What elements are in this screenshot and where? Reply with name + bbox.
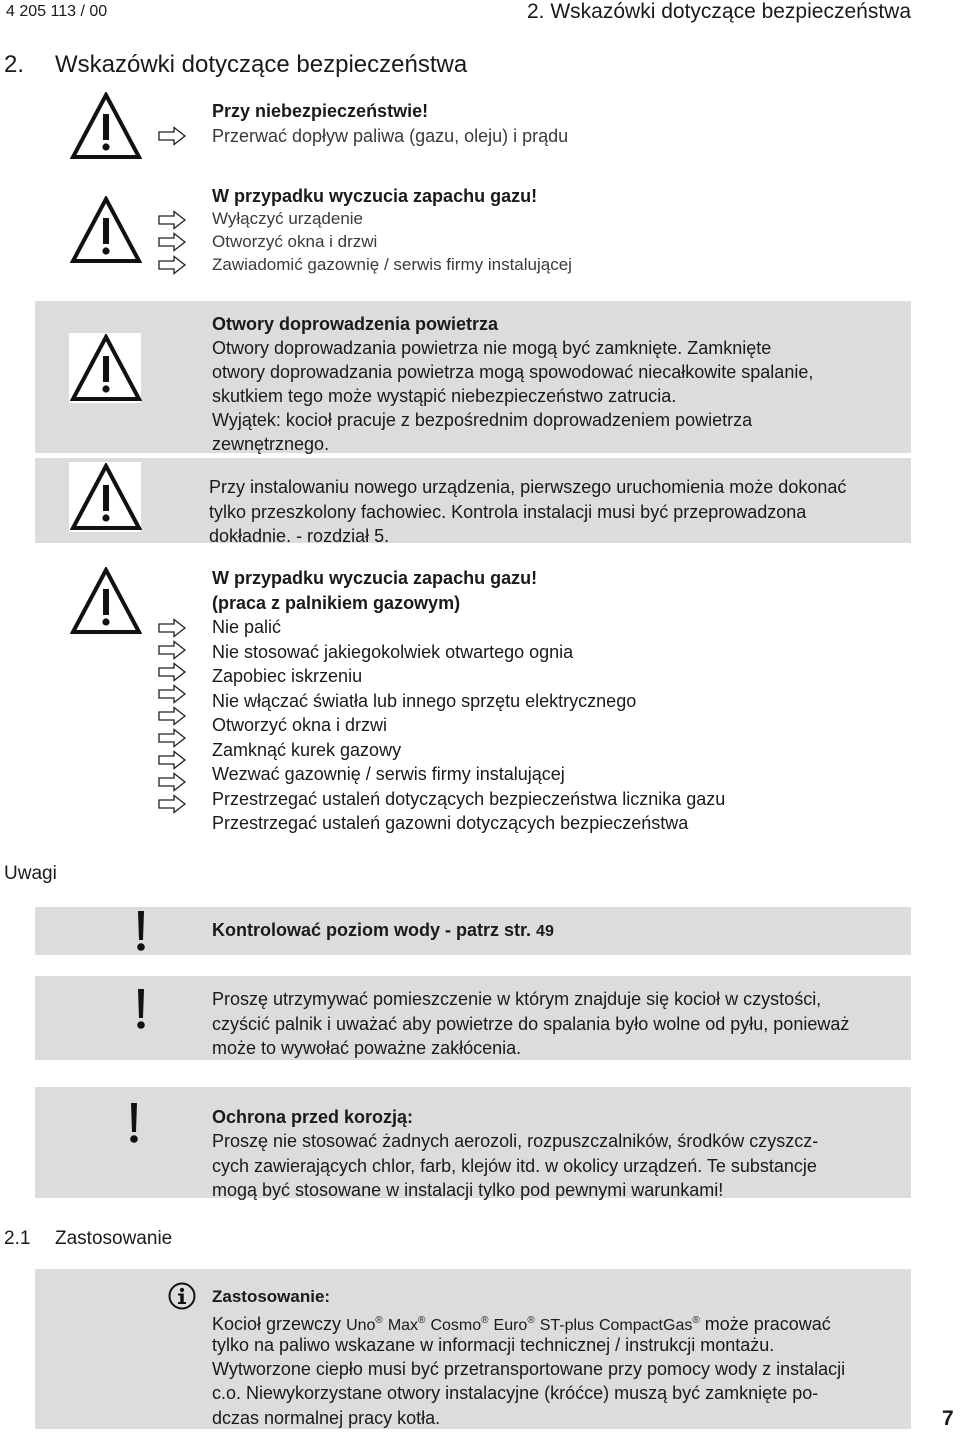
cleanliness-line: Proszę utrzymywać pomieszczenie w którym znajduje się kocioł w czystości,	[212, 989, 822, 1009]
warning-triangle-icon	[70, 334, 142, 402]
hollow-arrow-icon	[157, 706, 187, 726]
air-openings-line: Otwory doprowadzania powietrza nie mogą być zamknięte. Zamknięte	[212, 338, 772, 358]
water-level-note: Kontrolować poziom wody - patrz str. 49	[212, 920, 554, 940]
warning-triangle-icon	[70, 463, 142, 531]
exclamation-icon	[134, 988, 148, 1030]
hollow-arrow-icon	[157, 662, 187, 682]
info-circle-icon	[167, 1281, 197, 1311]
warning-triangle-icon	[70, 567, 142, 635]
gas-smell-title: W przypadku wyczucia zapachu gazu!	[212, 186, 538, 206]
page-reference: 49	[536, 923, 554, 940]
warning-triangle-icon	[70, 196, 142, 264]
hollow-arrow-icon	[157, 210, 187, 230]
application-line-products: Kocioł grzewczy Uno® Max® Cosmo® Euro® ST-plus CompactGas® może pracować	[212, 1314, 831, 1334]
corrosion-line: cych zawierających chlor, farb, klejów itd. w okolicy urządzeń. Te substancje	[212, 1156, 817, 1176]
section-number: 2.	[4, 51, 25, 78]
subsection-title: Zastosowanie	[55, 1228, 173, 1249]
gas-smell-item: Zamknąć kurek gazowy	[212, 740, 402, 760]
section-title: Wskazówki dotyczące bezpieczeństwa	[55, 51, 468, 78]
gas-smell-item: Nie palić	[212, 617, 282, 637]
product-name: ST-plus	[539, 1317, 594, 1334]
warning-triangle-icon	[70, 92, 142, 160]
hollow-arrow-icon	[157, 255, 187, 275]
gas-smell-item: Otworzyć okna i drzwi	[212, 232, 378, 251]
air-openings-line: zewnętrznego.	[212, 434, 330, 454]
product-name: Cosmo	[430, 1317, 482, 1334]
corrosion-line: mogą być stosowane w instalacji tylko pod pewnymi warunkami!	[212, 1180, 724, 1200]
exclamation-icon	[134, 910, 148, 952]
application-line: tylko na paliwo wskazane w informacji technicznej / instrukcji montażu.	[212, 1335, 775, 1355]
cleanliness-line: czyścić palnik i uważać aby powietrze do spalania było wolne od pyłu, ponieważ	[212, 1014, 850, 1034]
application-title: Zastosowanie:	[212, 1287, 331, 1306]
gas-smell-item: Zawiadomić gazownię / serwis firmy instalującej	[212, 255, 572, 274]
gas-smell-item: Nie włączać światła lub innego sprzętu elektrycznego	[212, 691, 637, 711]
hollow-arrow-icon	[157, 684, 187, 704]
air-openings-line: skutkiem tego może wystąpić niebezpieczeństwo zatrucia.	[212, 386, 677, 406]
page-number: 7	[942, 1407, 954, 1430]
product-name: CompactGas	[598, 1317, 693, 1334]
hollow-arrow-icon	[157, 126, 187, 146]
hollow-arrow-icon	[157, 794, 187, 814]
air-openings-line: otwory doprowadzania powietrza mogą spowodować niecałkowite spalanie,	[212, 362, 814, 382]
danger-item: Przerwać dopływ paliwa (gazu, oleju) i prądu	[212, 126, 569, 146]
document-number: 4 205 113 / 00	[6, 3, 108, 20]
exclamation-icon	[127, 1102, 141, 1144]
installation-line: Przy instalowaniu nowego urządzenia, pierwszego uruchomienia może dokonać	[209, 477, 847, 497]
application-line: c.o. Niewykorzystane otwory instalacyjne (króćce) muszą być zamknięte po-	[212, 1383, 819, 1403]
hollow-arrow-icon	[157, 728, 187, 748]
gas-smell-item: Otworzyć okna i drzwi	[212, 715, 388, 735]
air-openings-line: Wyjątek: kocioł pracuje z bezpośrednim doprowadzeniem powietrza	[212, 410, 753, 430]
corrosion-title: Ochrona przed korozją:	[212, 1107, 414, 1127]
notes-label: Uwagi	[4, 863, 57, 884]
cleanliness-line: może to wywołać poważne zakłócenia.	[212, 1038, 522, 1058]
hollow-arrow-icon	[157, 618, 187, 638]
gas-smell-item: Przestrzegać ustaleń gazowni dotyczących bezpieczeństwa	[212, 813, 689, 833]
product-name: Max	[387, 1317, 419, 1334]
running-title: 2. Wskazówki dotyczące bezpieczeństwa	[527, 0, 911, 23]
gas-smell-item: Nie stosować jakiegokolwiek otwartego ognia	[212, 642, 574, 662]
installation-line: dokładnie. - rozdział 5.	[209, 526, 390, 546]
gas-smell-item: Wezwać gazownię / serwis firmy instalującej	[212, 764, 565, 784]
corrosion-line: Proszę nie stosować żadnych aerozoli, rozpuszczalników, środków czyszcz-	[212, 1131, 819, 1151]
installation-line: tylko przeszkolony fachowiec. Kontrola instalacji musi być przeprowadzona	[209, 502, 807, 522]
subsection-number: 2.1	[4, 1228, 31, 1249]
product-name: Euro	[493, 1317, 528, 1334]
gas-smell-item: Wyłączyć urządenie	[212, 209, 364, 228]
hollow-arrow-icon	[157, 772, 187, 792]
gas-smell-subtitle: (praca z palnikiem gazowym)	[212, 593, 461, 613]
hollow-arrow-icon	[157, 232, 187, 252]
gas-smell-title-2: W przypadku wyczucia zapachu gazu!	[212, 568, 538, 588]
gas-smell-item: Zapobiec iskrzeniu	[212, 666, 363, 686]
gas-smell-item: Przestrzegać ustaleń dotyczących bezpieczeństwa licznika gazu	[212, 789, 726, 809]
hollow-arrow-icon	[157, 750, 187, 770]
hollow-arrow-icon	[157, 640, 187, 660]
application-line: dczas normalnej pracy kotła.	[212, 1408, 441, 1428]
air-openings-title: Otwory doprowadzenia powietrza	[212, 314, 499, 334]
product-name: Uno	[346, 1317, 376, 1334]
danger-title: Przy niebezpieczeństwie!	[212, 101, 429, 121]
application-line: Wytworzone ciepło musi być przetransportowane przy pomocy wody z instalacji	[212, 1359, 846, 1379]
